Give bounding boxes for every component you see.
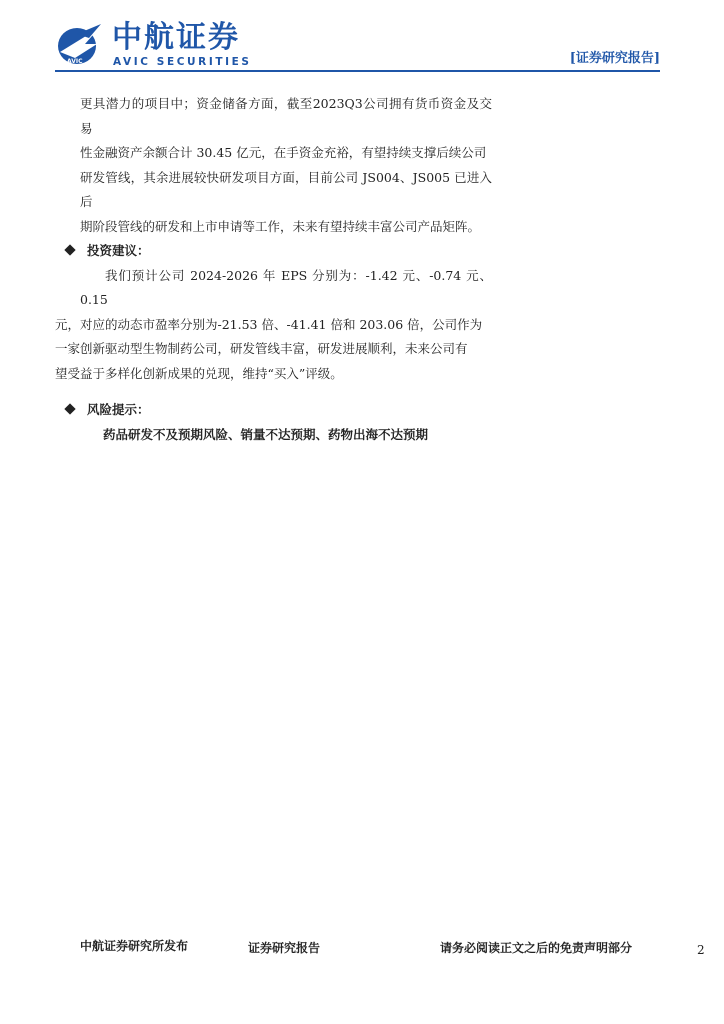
bullet-diamond-icon bbox=[64, 403, 75, 414]
text-line: 元，对应的动态市盈率分别为-21.53 倍、-41.41 倍和 203.06 倍，公司作为 bbox=[55, 316, 483, 332]
footer-publisher: 中航证券研究所发布 bbox=[80, 939, 189, 953]
paragraph-investment-advice bbox=[55, 264, 492, 387]
paragraph-pipeline bbox=[80, 92, 492, 239]
bullet-diamond-icon bbox=[64, 244, 75, 255]
spacer bbox=[80, 386, 492, 398]
investment-advice-heading: 投资建议： bbox=[80, 239, 492, 264]
report-type-label: [证券研究报告] bbox=[569, 51, 660, 66]
text-line: 更具潜力的项目中；资金储备方面，截至2023Q3公司拥有货币资金及交易 bbox=[80, 96, 492, 136]
text-line: 我们预计公司 2024-2026 年 EPS 分别为：-1.42 元、-0.74 元、0.15 bbox=[80, 267, 492, 307]
main-content bbox=[55, 92, 492, 447]
logo-english-name: AVIC SECURITIES bbox=[113, 56, 252, 68]
logo-chinese-name: 中航证券 bbox=[112, 20, 240, 55]
footer-report-type: 证券研究报告 bbox=[248, 941, 321, 955]
risk-warning-heading: 风险提示： bbox=[80, 398, 492, 423]
page-footer bbox=[0, 930, 724, 960]
company-logo bbox=[55, 20, 255, 70]
text-line: 一家创新驱动型生物制药公司，研发管线丰富，研发进展顺利，未来公司有 bbox=[55, 341, 468, 356]
text-line: 性金融资产余额合计 30.45 亿元，在手资金充裕，有望持续支撑后续公司 bbox=[80, 145, 487, 160]
risk-warning-text: 药品研发不及预期风险、销量不达预期、药物出海不达预期 bbox=[103, 426, 429, 442]
footer-disclaimer-note: 请务必阅读正文之后的免责声明部分 bbox=[440, 941, 633, 955]
text-line: 研发管线，其余进展较快研发项目方面，目前公司 JS004、JS005 已进入后 bbox=[80, 169, 492, 209]
header-divider bbox=[55, 70, 660, 72]
logo-mark-text: AVIC bbox=[67, 58, 83, 65]
page-header bbox=[55, 20, 660, 75]
text-line: 期阶段管线的研发和上市申请等工作，未来有望持续丰富公司产品矩阵。 bbox=[80, 218, 481, 234]
avic-logo-icon bbox=[55, 22, 103, 66]
page-number: 2 bbox=[697, 943, 705, 957]
text-line: 望受益于多样化创新成果的兑现，维持“买入”评级。 bbox=[55, 365, 343, 381]
